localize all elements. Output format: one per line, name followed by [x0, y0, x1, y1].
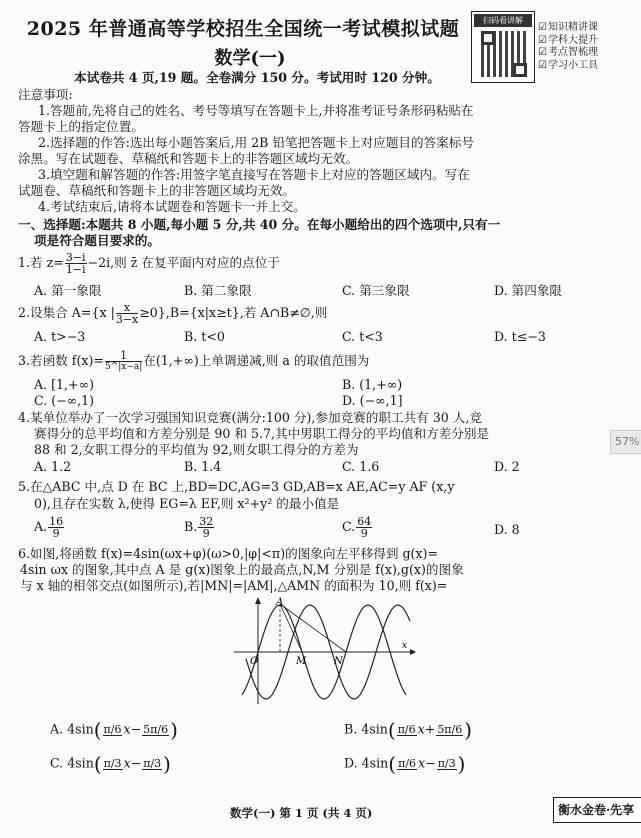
fraction: 5π/6 [437, 723, 463, 736]
feature-item: ☑ 知识精讲课 [538, 22, 598, 35]
question-3-stem: 3.若函数 f(x)= $\frac{1}{5\^{}|x-a|}$ 在(1,+∞)上单调递减,则 a 的取值范围为 [18, 349, 370, 372]
notice-line: 答题卡上的指定位置。 [18, 119, 144, 134]
y-axis-arrow-icon [255, 597, 261, 604]
fraction: $\frac{16}{9}$ [49, 515, 64, 540]
notice-line: 2.选择题的作答:选出每小题答案后,用 2B 铅笔把答题卡上对应题目的答案标号 [38, 135, 474, 150]
q3-option-b[interactable]: B. (1,+∞) [342, 377, 403, 392]
fraction: $\frac{3-i}{1-i}$ [65, 251, 86, 276]
point-m-label: M [296, 656, 307, 667]
question-5-stem: 5.在△ABC 中,点 D 在 BC 上,BD=DC,AG=3 GD,AB=x AE,AC=y AF (x,y [18, 479, 455, 494]
q6-option-d[interactable]: D. 4sin( π/6 x− π/3 ) [344, 752, 466, 776]
feature-item: ☑ 考点智梳理 [538, 47, 598, 60]
feature-list [538, 22, 598, 72]
question-4-stem: 88 和 2,女职工得分的平均值为 92,则女职工得分的方差为 [34, 442, 359, 457]
fraction: π/3 [437, 757, 456, 770]
exam-subtitle: 数学(一) [214, 48, 286, 69]
feature-item: ☑ 学科大提升 [538, 35, 598, 48]
zoom-side-tab[interactable]: 57% [610, 430, 641, 454]
fraction: π/3 [143, 757, 162, 770]
question-6-stem: 6.如图,将函数 f(x)=4sin(ωx+φ)(ω>0,|φ|<π)的图象向左平移得到 g(x)= [18, 546, 439, 561]
q6-option-b[interactable]: B. 4sin( π/6 x+ 5π/6 ) [344, 718, 473, 742]
fraction: π/6 [103, 723, 122, 736]
q3-option-c[interactable]: C. (−∞,1) [34, 393, 95, 408]
notice-line: 1.答题前,先将自己的姓名、考号等填写在答题卡上,并将准考证号条形码粘贴在 [38, 103, 474, 118]
page-footer: 数学(一) 第 1 页 (共 4 页) [230, 806, 373, 820]
fraction: 5π/6 [143, 723, 169, 736]
point-n-label: N [334, 656, 343, 667]
brand-logo: 衡水金卷·先享 [553, 797, 641, 823]
q6-option-a[interactable]: A. 4sin( π/6 x− 5π/6 ) [50, 718, 178, 742]
fraction: π/6 [397, 723, 416, 736]
question-6-stem: 4sin ωx 的图象,其中点 A 是 g(x)图象上的最高点,N,M 分别是 f(x),g(x)的图象 [20, 562, 464, 577]
exam-info: 本试卷共 4 页,19 题。全卷满分 150 分。考试用时 120 分钟。 [74, 70, 440, 85]
q5-option-a[interactable]: A. $\frac{16}{9}$ [34, 515, 64, 540]
origin-label: O [250, 656, 259, 667]
q3-option-a[interactable]: A. [1,+∞) [34, 377, 94, 392]
notice-line: 3.填空题和解答题的作答:用签字笔直接写在答题卡上对应的答题区域内。写在 [38, 167, 470, 182]
question-2-stem: 2.设集合 A={x | $\frac{x}{3-x}$ ≥0},B={x|x≥t},若 A∩B≠∅,则 [18, 301, 328, 326]
question-4-stem: 4.某单位举办了一次学习强国知识竞赛(满分:100 分),参加竞赛的职工共有 30 人,竞 [18, 410, 482, 425]
fraction: $\frac{1}{5\^{}|x-a|}$ [104, 349, 143, 372]
fraction: π/3 [103, 757, 122, 770]
x-axis-arrow-icon [410, 649, 416, 655]
notice-line: 4.考试结束后,请将本试题卷和答题卡一并上交。 [38, 199, 306, 214]
q4-option-c[interactable]: C. 1.6 [342, 459, 380, 474]
fraction: $\frac{64}{9}$ [357, 515, 372, 540]
question-6-stem: 与 x 轴的相邻交点(如图所示),若|MN|=|AM|,△AMN 的面积为 10,则 f(x)= [20, 578, 448, 593]
point-a-label: A [276, 597, 284, 608]
exam-title: 2025 年普通高等学校招生全国统一考试模拟试题 [26, 18, 460, 40]
question-4-stem: 赛得分的总平均值和方差分别是 90 和 5.7,其中男职工得分的平均值和方差分别是 [34, 426, 490, 441]
q2-option-b[interactable]: B. t<0 [184, 329, 225, 344]
q2-option-d[interactable]: D. t≤−3 [494, 329, 546, 344]
q4-option-d[interactable]: D. 2 [494, 459, 520, 474]
q3-option-d[interactable]: D. (−∞,1] [342, 393, 403, 408]
sine-graph [228, 596, 418, 708]
question-5-stem: 0),且存在实数 λ,使得 EG=λ EF,则 x²+y² 的最小值是 [34, 496, 340, 511]
fraction: π/6 [398, 757, 417, 770]
notice-line: 涂黑。写在试题卷、草稿纸和答题卡上的非答题区域均无效。 [18, 151, 359, 166]
section-heading: 一、选择题:本题共 8 小题,每小题 5 分,共 40 分。在每小题给出的四个选项中,只有一 [18, 217, 501, 232]
notice-line: 试题卷、草稿纸和答题卡上的非答题区域均无效。 [18, 183, 296, 198]
segment-am [280, 604, 302, 652]
q2-option-a[interactable]: A. t>−3 [34, 329, 86, 344]
fraction: $\frac{32}{9}$ [199, 515, 214, 540]
q1-option-d[interactable]: D. 第四象限 [494, 283, 563, 298]
question-1-stem: 1.若 z= $\frac{3-i}{1-i}$ −2i,则 z̄ 在复平面内对应的点位于 [18, 251, 280, 276]
section-heading-cont: 项是符合题目要求的。 [34, 233, 160, 248]
qr-code-box[interactable] [471, 11, 535, 83]
q5-option-b[interactable]: B. $\frac{32}{9}$ [184, 515, 214, 540]
q1-option-b[interactable]: B. 第二象限 [184, 283, 252, 298]
q5-option-c[interactable]: C. $\frac{64}{9}$ [342, 515, 372, 540]
qr-code-icon [481, 31, 527, 77]
q5-option-d[interactable]: D. 8 [494, 522, 520, 537]
notice-label: 注意事项: [18, 87, 73, 102]
q4-option-b[interactable]: B. 1.4 [184, 459, 222, 474]
q6-option-c[interactable]: C. 4sin( π/3 x− π/3 ) [50, 752, 171, 776]
q1-option-c[interactable]: C. 第三象限 [342, 283, 410, 298]
q4-option-a[interactable]: A. 1.2 [34, 459, 72, 474]
feature-item: ☑ 学习小工具 [538, 60, 598, 73]
x-axis-label: x [402, 641, 408, 651]
qr-label: 扫码看讲解 [474, 14, 532, 27]
q1-option-a[interactable]: A. 第一象限 [34, 283, 102, 298]
q2-option-c[interactable]: C. t<3 [342, 329, 383, 344]
fraction: $\frac{x}{3-x}$ [115, 301, 139, 326]
